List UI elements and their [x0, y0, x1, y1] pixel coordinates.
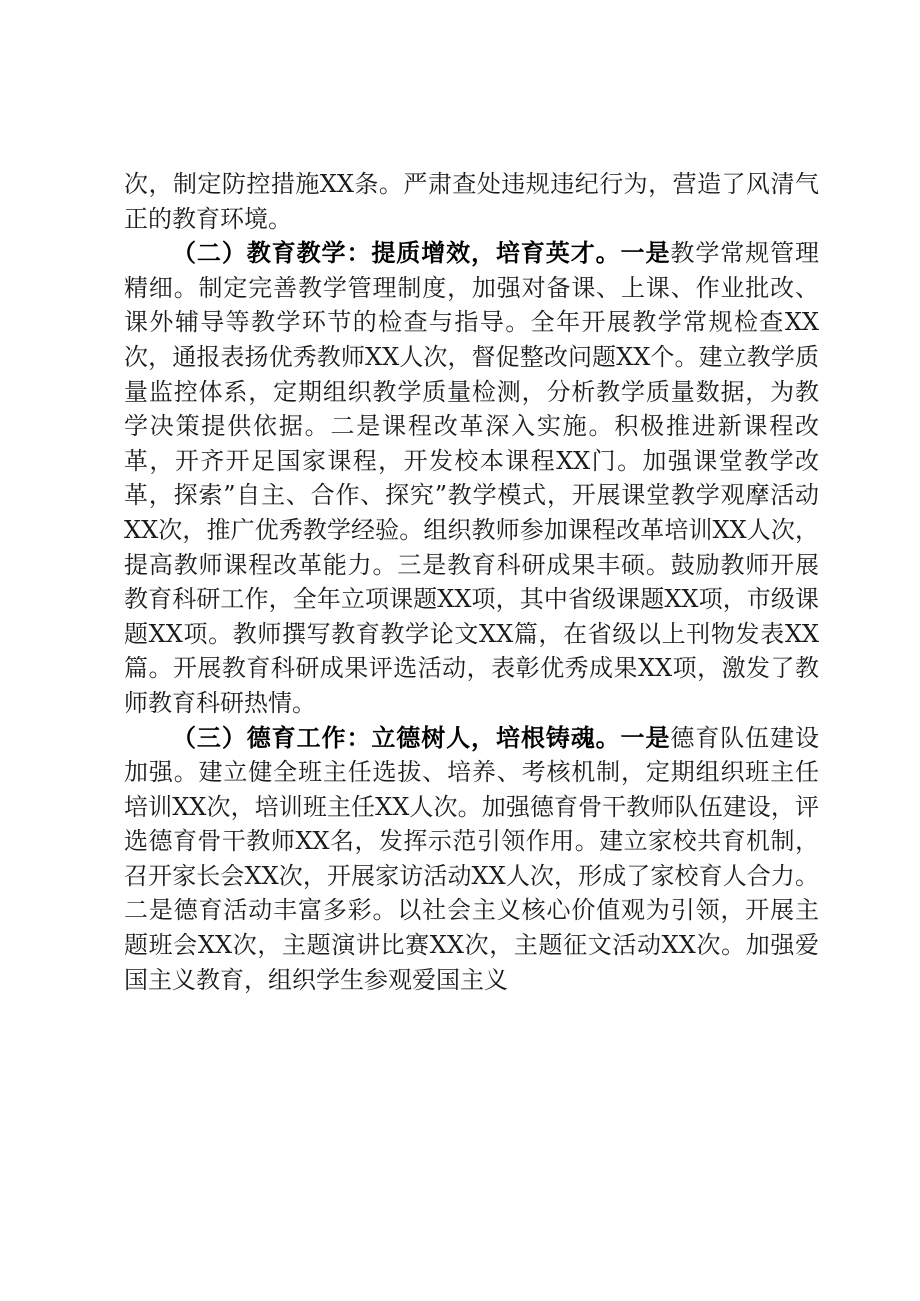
paragraph-text: 德育队伍建设加强。建立健全班主任选拔、培养、考核机制，定期组织班主任培训XX次，培训班主任XX人次。加强德育骨干教师队伍建设，评选德育骨干教师XX名，发挥示范引领作用。建立家校共育机制，召开家长会XX次，开展家访活动XX人次，形成了家校育人合力。二是德育活动丰富多彩。以社会主义核心价值观为引领，开展主题班会XX次，主题演讲比赛XX次，主题征文活动XX次。加强爱国主义教育，组织学生参观爱国主义: [124, 723, 820, 994]
section-heading-education-teaching: （二）教育教学：提质增效，培育英才。一是: [172, 238, 671, 268]
document-body: [124, 167, 819, 997]
paragraph-text: 次，制定防控措施XX条。严肃查处违规违纪行为，营造了风清气正的教育环境。: [124, 170, 819, 233]
paragraph-text: 教学常规管理精细。制定完善教学管理制度，加强对备课、上课、作业批改、课外辅导等教学环节的检查与指导。全年开展教学常规检查XX次，通报表扬优秀教师XX人次，督促整改问题XX个。建立教学质量监控体系，定期组织教学质量检测，分析教学质量数据，为教学决策提供依据。二是课程改革深入实施。积极推进新课程改革，开齐开足国家课程，开发校本课程XX门。加强课堂教学改革，探索”自主、合作、探究”教学模式，开展课堂教学观摩活动XX次，推广优秀教学经验。组织教师参加课程改革培训XX人次，提高教师课程改革能力。三是教育科研成果丰硕。鼓励教师开展教育科研工作，全年立项课题XX项，其中省级课题XX项，市级课题XX项。教师撰写教育教学论文XX篇，在省级以上刊物发表XX篇。开展教育科研成果评选活动，表彰优秀成果XX项，激发了教师教育科研热情。: [124, 239, 820, 717]
section-heading-moral-education: （三）德育工作：立德树人，培根铸魂。一是: [172, 722, 671, 752]
paragraph-education-teaching: [124, 236, 819, 720]
paragraph-moral-education: [124, 721, 819, 998]
paragraph-continuation: [124, 167, 819, 236]
